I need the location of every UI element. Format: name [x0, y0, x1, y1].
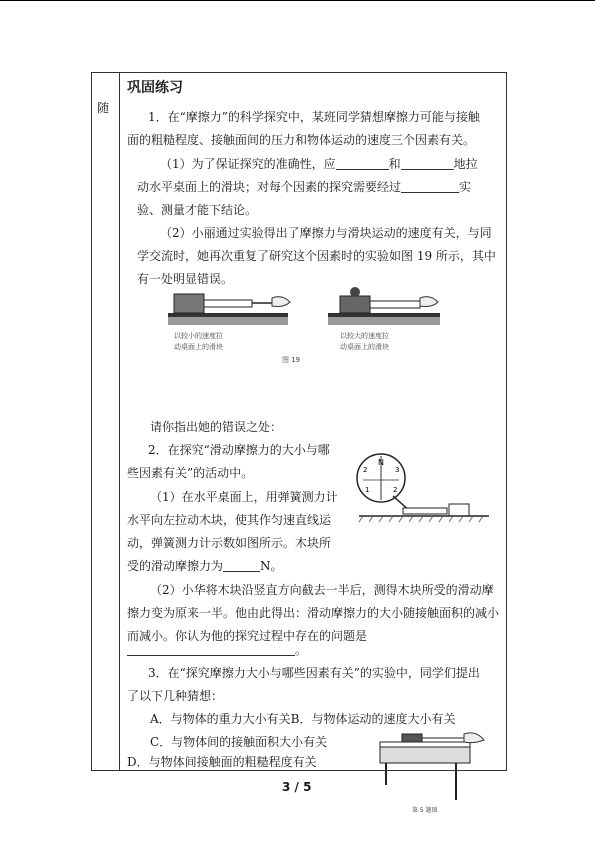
fig19-label: 图 19 [282, 356, 301, 364]
spring-scale-right [370, 301, 420, 308]
column-divider [119, 72, 120, 771]
q3-option-d: D．与物体间接触面的粗糙程度有关 [127, 755, 317, 769]
slider-block-right [340, 296, 370, 313]
q1-part2-line-3: 有一处明显错误。 [137, 272, 234, 286]
table-body [380, 747, 470, 763]
weight-right [350, 287, 360, 297]
dial-num-left-bottom: 1 [365, 486, 370, 494]
answer-blank-4[interactable] [223, 559, 260, 572]
answer-blank-5[interactable] [127, 643, 295, 656]
q3-line-2: 了以下几种猜想： [127, 689, 224, 703]
top-rule [0, 0, 595, 1]
hand-right [420, 297, 438, 307]
slider-block-left [174, 294, 204, 313]
page-number: 3 / 5 [282, 780, 312, 794]
q2-part2-line-1: （2）小华将木块沿竖直方向截去一半后，测得木块所受的滑动摩 [150, 583, 494, 597]
q1-ask: 请你指出她的错误之处： [150, 420, 283, 434]
spring-scale-left [204, 300, 252, 307]
hand [464, 733, 484, 743]
scale-body [403, 508, 447, 514]
answer-blank-1[interactable] [336, 157, 389, 170]
question-5-figure [368, 730, 493, 815]
fig19-left-caption-1: 以较小的速度拉 [174, 332, 223, 340]
table-edge-left [168, 317, 288, 325]
dial-n-label: N [378, 458, 384, 467]
q2-part1-line-1: （1）在水平桌面上，用弹簧测力计 [150, 490, 338, 504]
hand-left [272, 297, 290, 307]
q3-line-1: 3．在“探究摩擦力大小与哪些因素有关”的实验中，同学们提出 [148, 666, 480, 680]
q3-option-c: C．与物体间的接触面积大小有关 [150, 735, 328, 749]
q2-part1-line-3: 动，弹簧测力计示数如图所示。木块所 [127, 536, 332, 550]
fig19-right-caption-1: 以较大的速度拉 [340, 332, 389, 340]
q1-part1-line-3: 验、测量才能下结论。 [137, 203, 258, 217]
dial-num-right-top: 3 [395, 466, 400, 474]
sidebar-label: 随 [97, 101, 110, 115]
q2-line-2: 些因素有关”的活动中。 [127, 466, 254, 480]
q1-part2-line-1: （2）小丽通过实验得出了摩擦力与滑块运动的速度有关，与同 [160, 226, 492, 240]
figure-19 [160, 282, 450, 372]
dial-num-left-top: 2 [363, 466, 368, 474]
answer-blank-2[interactable] [401, 157, 454, 170]
q2-part2-line-4: 。 [127, 641, 307, 658]
q1-part1-line-2: 动水平桌面上的滑块；对每个因素的探究需要经过 实 [137, 180, 472, 194]
fig19-right-caption-2: 动桌面上的滑块 [340, 343, 389, 351]
q2-line-1: 2．在探究“滑动摩擦力的大小与哪 [148, 443, 330, 457]
q1-line-2: 面的粗糙程度、接触面间的压力和物体运动的速度三个因素有关。 [127, 133, 476, 147]
block [402, 734, 422, 742]
q1-line-1: 1．在“摩擦力”的科学探究中，某班同学猜想摩擦力可能与接触 [148, 110, 480, 124]
answer-blank-3[interactable] [401, 180, 459, 193]
section-title: 巩固练习 [127, 80, 183, 96]
wood-block [449, 504, 469, 516]
table-top-left [168, 313, 288, 317]
q3-option-a: A．与物体的重力大小有关B．与物体运动的速度大小有关 [150, 712, 456, 726]
q1-part2-line-2: 学交流时，她再次重复了研究这个因素时的实验如图 19 所示，其中 [137, 249, 496, 263]
table-edge-right [328, 317, 440, 325]
q2-part2-line-3: 而减小。你认为他的探究过程中存在的问题是 [127, 629, 368, 643]
q5-figure-label: 第 5 题图 [412, 807, 438, 814]
fig19-left-caption-2: 动桌面上的滑块 [174, 343, 223, 351]
dial-num-right-bottom: 2 [393, 486, 398, 494]
q2-part2-line-2: 擦力变为原来一半。他由此得出：滑动摩擦力的大小随接触面积的减小 [127, 606, 500, 620]
spring-scale-figure [353, 450, 493, 530]
table-top [380, 742, 470, 747]
q1-part1-line-1: （1）为了保证探究的准确性，应 和 地拉 [160, 157, 478, 171]
q2-part1-line-4: 受的滑动摩擦力为 N。 [127, 559, 283, 573]
q2-part1-line-2: 水平向左拉动木块，使其作匀速直线运 [127, 513, 332, 527]
table-top-right [328, 313, 440, 317]
